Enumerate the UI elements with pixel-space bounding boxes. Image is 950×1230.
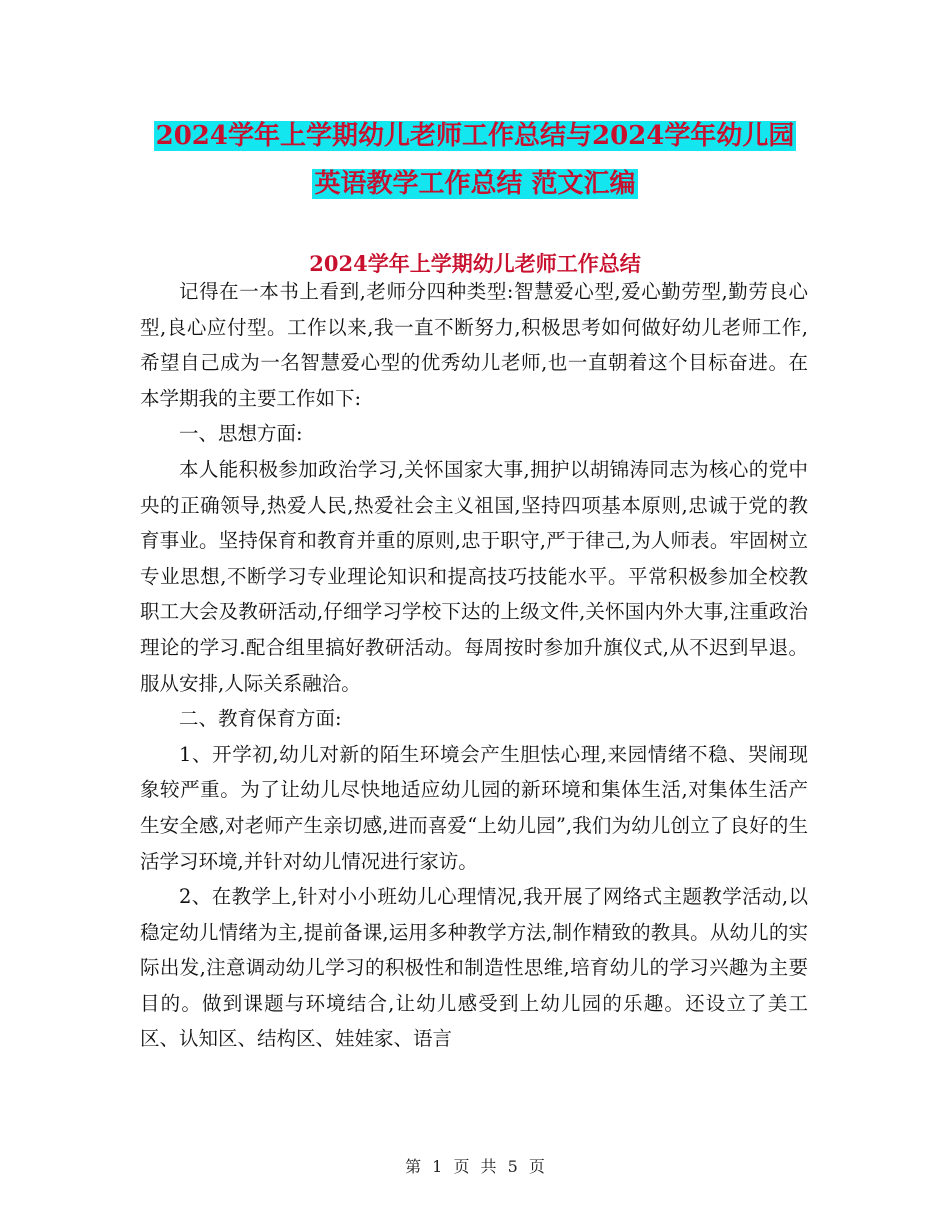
document-title-line2: 英语教学工作总结 范文汇编 [314,169,636,199]
paragraph-thought: 本人能积极参加政治学习,关怀国家大事,拥护以胡锦涛同志为核心的党中央的正确领导,热爱人民,热爱社会主义祖国,坚持四项基本原则,忠诚于党的教育事业。坚持保育和教育并重的原则,忠于职守,严于律己,为人师表。牢固树立专业思想,不断学习专业理论知识和提高技巧技能水平。平常积极参加全校教职工大会及教研活动,仔细学习学校下达的上级文件,关怀国内外大事,注重政治理论的学习.配合组里搞好教研活动。每周按时参加升旗仪式,从不迟到早退。服从安排,人际关系融洽。 [140,457,808,695]
document-title-line1: 2024学年上学期幼儿老师工作总结与2024学年幼儿园 [155,121,795,151]
paragraph-education-2: 2、在教学上,针对小小班幼儿心理情况,我开展了网络式主题教学活动,以稳定幼儿情绪为主,提前备课,运用多种教学方法,制作精致的教具。从幼儿的实际出发,注意调动幼儿学习的积极性和制造性思维,培育幼儿的学习兴趣为主要目的。做到课题与环境结合,让幼儿感受到上幼儿园的乐趣。还设立了美工区、认知区、结构区、娃娃家、语言 [140,885,808,1051]
page-footer: 第 1 页 共 5 页 [405,1157,545,1176]
paragraph-education-1: 1、开学初,幼儿对新的陌生环境会产生胆怯心理,来园情绪不稳、哭闹现象较严重。为了让幼儿尽快地适应幼儿园的新环境和集体生活,对集体生活产生安全感,对老师产生亲切感,进而喜爱“上幼儿园”,我们为幼儿创立了良好的生活学习环境,并针对幼儿情况进行家访。 [140,742,808,873]
document-title [0,112,950,208]
heading-education: 二、教育保育方面: [179,707,342,731]
document-body [140,274,808,1057]
heading-thought: 一、思想方面: [179,422,303,446]
section-title: 2024学年上学期幼儿老师工作总结 [309,251,641,276]
paragraph-intro: 记得在一本书上看到,老师分四种类型:智慧爱心型,爱心勤劳型,勤劳良心型,良心应付型。工作以来,我一直不断努力,积极思考如何做好幼儿老师工作,希望自己成为一名智慧爱心型的优秀幼儿老师,也一直朝着这个目标奋进。在本学期我的主要工作如下: [140,280,808,410]
